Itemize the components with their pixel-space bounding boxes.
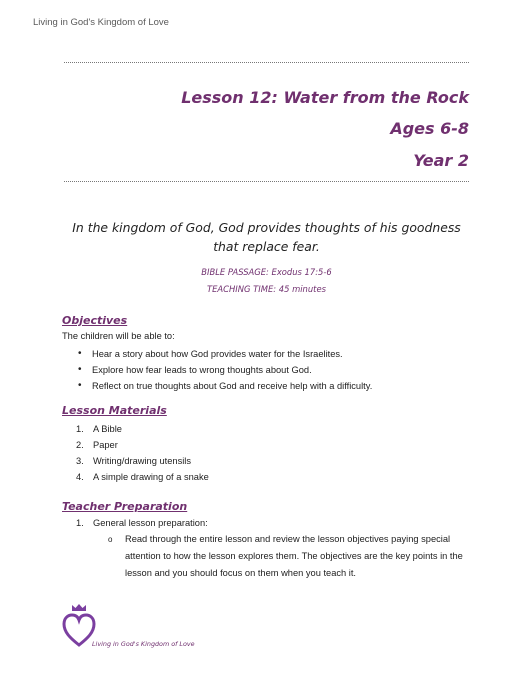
material-text: A Bible bbox=[93, 424, 122, 434]
objective-item: • Reflect on true thoughts about God and receive help with a difficulty. bbox=[92, 380, 372, 396]
crown-icon bbox=[72, 604, 86, 611]
heart-crown-logo bbox=[62, 604, 96, 648]
year-label: Year 2 bbox=[413, 151, 469, 170]
sub-bullet-marker: o bbox=[108, 535, 113, 544]
bible-passage: BIBLE PASSAGE: Exodus 17:5-6 bbox=[201, 267, 332, 277]
objectives-list bbox=[92, 348, 372, 396]
preparation-text: General lesson preparation: bbox=[93, 518, 208, 528]
list-number: 4. bbox=[76, 472, 84, 482]
preparation-heading: Teacher Preparation bbox=[62, 500, 188, 513]
materials-list bbox=[76, 423, 209, 487]
list-number: 3. bbox=[76, 456, 84, 466]
running-header: Living in God's Kingdom of Love bbox=[33, 17, 169, 28]
material-item bbox=[76, 439, 209, 455]
lesson-title: Lesson 12: Water from the Rock bbox=[181, 88, 469, 107]
material-text: A simple drawing of a snake bbox=[93, 472, 209, 482]
bottom-divider bbox=[64, 181, 469, 182]
objectives-intro: The children will be able to: bbox=[62, 331, 175, 341]
lesson-theme: In the kingdom of God, God provides thoughts of his goodness that replace fear. bbox=[72, 220, 461, 254]
material-item bbox=[76, 423, 209, 439]
age-range: Ages 6-8 bbox=[390, 119, 469, 138]
material-item bbox=[76, 471, 209, 487]
material-text: Writing/drawing utensils bbox=[93, 456, 192, 466]
footer-title: Living in God's Kingdom of Love bbox=[92, 640, 195, 648]
list-number: 1. bbox=[76, 424, 84, 434]
preparation-sublist bbox=[108, 531, 485, 582]
heart-icon bbox=[64, 615, 94, 645]
materials-heading: Lesson Materials bbox=[62, 404, 167, 417]
preparation-subitem: Read through the entire lesson and review the lesson objectives paying special attention to how the lesson explores them. The objectives are the key points in the lesson and you should focus on them when you teach it. bbox=[125, 534, 463, 578]
objective-item: • Hear a story about how God provides water for the Israelites. bbox=[92, 348, 372, 364]
teaching-time: TEACHING TIME: 45 minutes bbox=[207, 284, 326, 294]
list-number: 2. bbox=[76, 440, 84, 450]
objectives-heading: Objectives bbox=[62, 314, 128, 327]
list-number: 1. bbox=[76, 518, 84, 528]
top-divider bbox=[64, 62, 469, 63]
material-item bbox=[76, 455, 209, 471]
objective-item: • Explore how fear leads to wrong thoughts about God. bbox=[92, 364, 372, 380]
material-text: Paper bbox=[93, 440, 118, 450]
